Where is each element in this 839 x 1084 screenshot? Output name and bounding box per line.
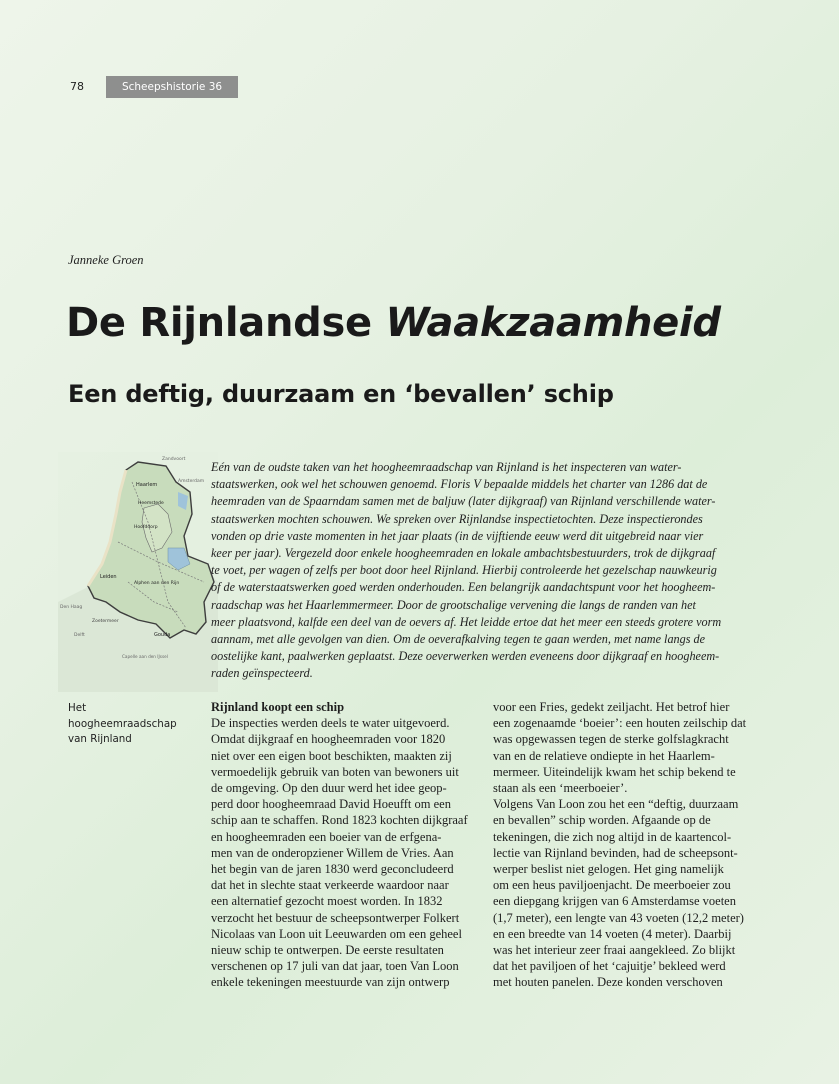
map-label-zoetermeer: Zoetermeer [92,619,119,624]
title-italic: Waakzaamheid [385,300,721,346]
body-line: mermeer. Uiteindelijk kwam het schip bekend te [493,764,736,779]
body-line: staan als een ‘meerboeier’. [493,781,628,796]
intro-line: keer per jaar). Vergezeld door enkele hoogheemraden en lokale ambachtsbestuurders, trok de dijkgraaf [211,546,716,561]
body-line: nieuw schip te ontwerpen. De eerste resultaten [211,943,444,958]
map-label-heemstede: Heemstede [138,501,164,506]
body-line: met houten panelen. Deze konden verschoven [493,975,723,990]
body-line: verzocht het bestuur de scheepsontwerper Folkert [211,910,460,925]
intro-line: heemraden van de Spaarndam samen met de baljuw (later dijkgraaf) van Rijnland verschillende water- [211,494,716,509]
body-line: de omgeving. Op den duur werd het idee geop- [211,781,447,796]
intro-line: te voet, per wagen of zelfs per boot door heel Rijnland. Hierbij controleerde het gezelschap nauwkeurig [211,563,717,578]
map-label-den-haag: Den Haag [60,605,83,610]
body-line: men van de onderopziener Willem de Vries. Aan [211,845,454,860]
map-caption [68,701,198,748]
intro-line: staatswerken, ook wel het schouwen genoemd. Floris V bepaalde middels het charter van 1286 dat de [211,477,708,492]
author: Janneke Groen [68,253,144,267]
body-line: enkele tekeningen meestuurde van zijn ontwerp [211,975,450,990]
body-line: schip aan te schaffen. Rond 1823 kochten dijkgraaf [211,813,468,828]
page-number: 78 [70,80,84,93]
body-line: verschenen op 17 juli van dat jaar, toen Van Loon [211,959,459,974]
body-line: Volgens Van Loon zou het een “deftig, duurzaam [493,797,739,812]
intro-line: staatswerken mochten schouwen. We spreken over Rijnlandse inspectietochten. Deze inspectierondes [211,511,703,526]
body-line: en bevallen” schip worden. Afgaande op de [493,813,711,828]
intro-line: raadschap was het Haarlemmermeer. Door de grootschalige vervening die langs de randen van het [211,597,696,612]
body-line: perd door hoogheemraad David Hoeufft om een [211,797,451,812]
body-line: en een breedte van 14 voeten (4 meter). Daarbij [493,926,732,941]
running-title: Scheepshistorie 36 [106,76,238,98]
map-label-hoofddorp: Hoofddorp [134,525,158,530]
map-label-delft: Delft [74,633,85,638]
body-line: Omdat dijkgraaf en hoogheemraden voor 1820 [211,732,446,747]
body-column-1 [211,699,481,991]
body-line: van en de relatieve ondiepte in het Haarlem- [493,748,715,763]
body-line: (1,7 meter), een lengte van 43 voeten (12,2 meter) [493,910,744,925]
map-label-leiden: Leiden [100,574,117,580]
intro-line: raden geïnspecteerd. [211,666,313,681]
title-plain: De Rijnlandse [66,300,386,346]
section-heading: Rijnland koopt een schip [211,700,345,714]
body-line: vermoedelijk gebruik van boten van bewoners uit [211,764,459,779]
body-line: was opgewassen tegen de sterke golfslagkracht [493,732,729,747]
caption-line: van Rijnland [68,733,132,745]
map-label-zandvoort: Zandvoort [162,457,186,462]
body-line: een diepgang krijgen van 6 Amsterdamse voeten [493,894,736,909]
article-title [66,300,721,346]
body-line: tekeningen, die zich nog altijd in de kaartencol- [493,829,732,844]
map-label-capelle: Capelle aan den IJssel [122,654,168,659]
rijnland-map [58,452,218,692]
article-subtitle: Een deftig, duurzaam en ‘bevallen’ schip [68,380,614,408]
body-line: dat het in slechte staat verkeerde waardoor naar [211,878,449,893]
body-line: Nicolaas van Loon uit Leeuwarden om een geheel [211,926,462,941]
body-line: dat het paviljoen of het ‘cajuitje’ bekleed werd [493,959,726,974]
intro-line: aannam, met alle gevolgen van dien. Om de oeverafkalving tegen te gaan werden, met name langs de [211,632,706,647]
body-line: lectie van Rijnland bevinden, had de scheepsont- [493,845,738,860]
body-line: voor een Fries, gedekt zeiljacht. Het betrof hier [493,700,730,714]
intro-paragraph [211,459,767,683]
body-line: en hoogheemraden een boeier van de erfgena- [211,829,442,844]
map-label-alphen: Alphen aan den Rijn [134,581,180,586]
caption-line: Het hoogheemraadschap [68,702,177,730]
intro-line: Eén van de oudste taken van het hoogheemraadschap van Rijnland is het inspecteren van water- [211,460,682,474]
body-line: een alternatief gezocht moest worden. In 1832 [211,894,443,909]
body-line: niet over een eigen boot beschikten, maakten zij [211,748,452,763]
body-column-2 [493,699,763,991]
intro-line: of de waterstaatswerken goed werden onderhouden. Een belangrijk aandachtspunt voor het hoogheem- [211,580,716,595]
body-line: werper beslist niet gelogen. Het ging namelijk [493,862,724,877]
body-line: De inspecties werden deels te water uitgevoerd. [211,716,450,731]
intro-line: oostelijke kant, paalwerken geplaatst. Deze oeverwerken werden eveneens door dijkgraaf en hoogheem- [211,649,720,664]
body-line: een zogenaamde ‘boeier’: een houten zeilschip dat [493,716,747,731]
intro-line: meer plaatsvond, kalfde een deel van de oevers af. Het leidde ertoe dat het meer een steeds grotere vorm [211,614,722,629]
map-label-amsterdam: Amsterdam [178,479,205,484]
body-line: het begin van de jaren 1830 werd geconcludeerd [211,862,454,877]
body-line: om een heus paviljoenjacht. De meerboeier zou [493,878,731,893]
map-label-gouda: Gouda [154,632,171,638]
map-label-haarlem: Haarlem [136,482,158,488]
body-line: was het interieur zeer fraai aangekleed. Zo blijkt [493,943,736,958]
intro-line: vonden op drie vaste momenten in het jaar plaats (in de vijftiende eeuw werd dit uitgebreid naar vier [211,528,704,543]
